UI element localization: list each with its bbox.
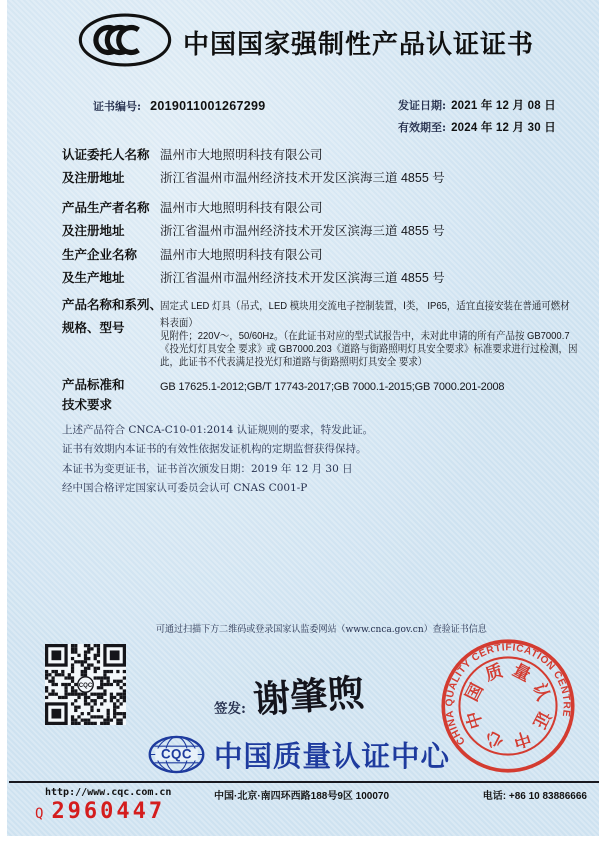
red-seal-stamp: [421, 619, 595, 793]
standard-label-1: 产品标准和: [62, 378, 125, 392]
statement-line: 本证书为变更证书，证书首次颁发日期：2019 年 12 月 30 日: [62, 462, 353, 475]
qr-verify-note: 可通过扫描下方二维码或登录国家认监委网站（www.cnca.gov.cn）查验证书信息: [156, 624, 487, 635]
stamp-ring-text: CHINA QUALITY CERTIFICATION CENTRE: [444, 642, 572, 747]
footer-divider: [9, 781, 599, 783]
footer-url: http://www.cqc.com.cn: [45, 787, 172, 798]
svg-text:CQC: CQC: [78, 683, 93, 690]
certificate-number-label: 证书编号:: [93, 100, 142, 113]
valid-until-label: 有效期至:: [398, 121, 447, 134]
factory-label-1: 生产企业名称: [62, 248, 138, 262]
certificate-title: 中国国家强制性产品认证证书: [183, 29, 535, 59]
issue-date-value: 2021 年 12 月 08 日: [451, 100, 556, 112]
serial-digits: 2960447: [51, 799, 166, 824]
product-label-2: 规格、型号: [62, 320, 125, 335]
issue-date-label: 发证日期:: [398, 99, 447, 112]
product-line: 固定式 LED 灯具（吊式，LED 模块用交流电子控制装置，Ⅰ类， IP65，适宜直接安装在普通可燃材: [160, 300, 570, 312]
factory-values: [160, 244, 555, 289]
signed-by-label: 签发:: [214, 701, 246, 717]
statement-block: [62, 421, 373, 499]
applicant-labels: [62, 144, 162, 189]
product-labels: [62, 294, 162, 339]
product-line: 《投光灯灯具安全 要求》或 GB7000.203《道路与街路照明灯具安全要求》标准要求进行过检测，因: [160, 342, 578, 355]
issuer-row: [147, 734, 450, 775]
producer-label-2: 及注册地址: [62, 223, 125, 238]
certificate-number-value: 2019011001267299: [150, 99, 266, 113]
qr-code: [45, 644, 126, 725]
product-label-1: 产品名称和系列、: [62, 298, 163, 312]
factory-name: 温州市大地照明科技有限公司: [160, 248, 323, 262]
ccc-mark-icon: [77, 13, 173, 67]
factory-label-2: 及生产地址: [62, 270, 125, 285]
statement-line: 上述产品符合 CNCA-C10-01:2014 认证规则的要求，特发此证。: [62, 424, 374, 436]
cqc-globe-icon: [147, 734, 206, 775]
svg-text:中国质量认证中心: [460, 658, 556, 754]
cqc-abbr: CQC: [160, 746, 193, 762]
producer-name: 温州市大地照明科技有限公司: [160, 201, 323, 215]
stamp-center-text: 中国质量认证中心: [460, 658, 556, 754]
statement-line: 证书有效期内本证书的有效性依据发证机构的定期监督获得保持。: [62, 443, 367, 456]
valid-until-row: [398, 117, 556, 139]
issue-date-row: [398, 95, 556, 117]
standard-label-2: 技术要求: [62, 397, 113, 412]
product-line: 见附件；220V～，50/60Hz。（在此证书对应的型式试报告中，未对此申请的所有产品按 GB7000.7: [160, 330, 570, 342]
product-line: 料表面）: [160, 317, 198, 329]
producer-address: 浙江省温州市温州经济技术开发区滨海三道 4855 号: [160, 223, 445, 238]
applicant-name: 温州市大地照明科技有限公司: [160, 148, 323, 162]
producer-values: [160, 197, 555, 242]
factory-address: 浙江省温州市温州经济技术开发区滨海三道 4855 号: [160, 270, 445, 285]
producer-label-1: 产品生产者名称: [62, 201, 150, 215]
factory-labels: [62, 244, 162, 289]
applicant-values: [160, 144, 555, 189]
serial-prefix: Q: [35, 806, 44, 822]
producer-labels: [62, 197, 162, 242]
standard-value: GB 17625.1-2012;GB/T 17743-2017;GB 7000.1-2015;GB 7000.201-2008: [160, 381, 505, 393]
applicant-label-2: 及注册地址: [62, 170, 125, 185]
certificate-number-row: [93, 98, 265, 114]
statement-line: 经中国合格评定国家认可委员会认可 CNAS C001-P: [62, 482, 308, 495]
dates-block: [398, 95, 556, 139]
footer-phone: 电话: +86 10 83886666: [482, 791, 587, 802]
applicant-label-1: 认证委托人名称: [62, 148, 150, 162]
valid-until-value: 2024 年 12 月 30 日: [451, 122, 556, 134]
certificate-body: [7, 0, 599, 836]
standard-labels: [62, 376, 162, 415]
applicant-address: 浙江省温州市温州经济技术开发区滨海三道 4855 号: [160, 170, 445, 185]
product-description: [160, 296, 578, 368]
serial-number: [35, 799, 165, 824]
product-line: 此，此证书不代表满足投光灯和道路与街路照明灯具安全 要求）: [160, 355, 428, 368]
footer-address: 中国·北京·南四环西路188号9区 100070: [214, 791, 390, 802]
issuer-name: 中国质量认证中心: [214, 741, 451, 773]
signature-handwriting: 谢肇煦: [251, 670, 366, 722]
